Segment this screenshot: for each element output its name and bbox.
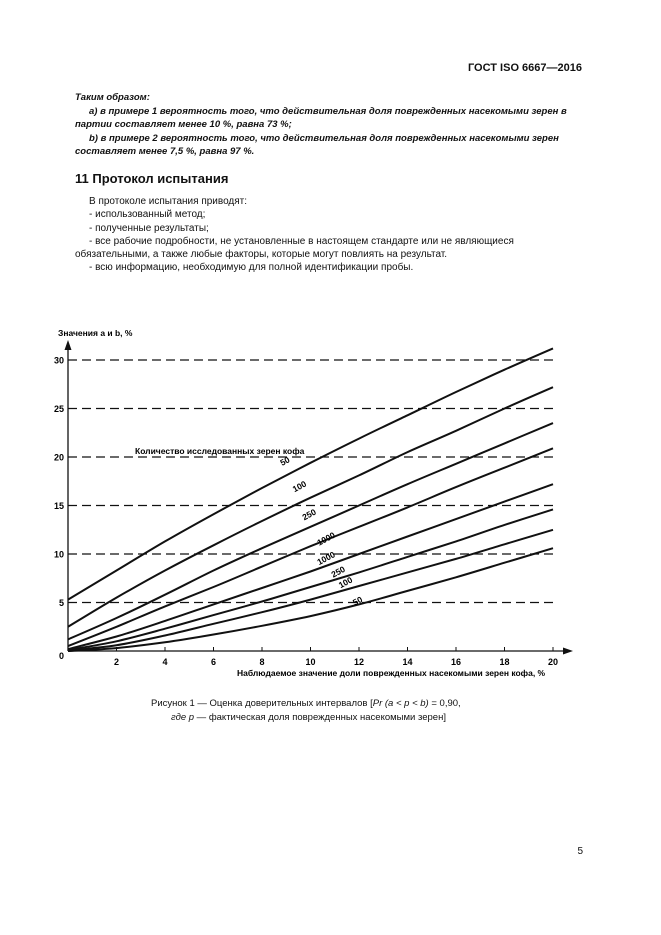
- caption-line-1: [151, 697, 461, 710]
- x-tick-label: 20: [547, 657, 559, 667]
- x-tick-label: 16: [450, 657, 462, 667]
- protocol-item: - всю информацию, необходимую для полной идентификации пробы.: [89, 262, 414, 274]
- y-tick-label: 30: [53, 355, 64, 366]
- y-tick-label: 10: [53, 549, 64, 560]
- page-number: 5: [577, 846, 583, 857]
- curve-label: 100: [336, 574, 355, 591]
- caption-formula: Pr (a < p < b): [372, 698, 429, 709]
- curve-label: 50: [278, 454, 292, 468]
- conclusion-item-a: a) в примере 1 вероятность того, что действительная доля поврежденных насекомыми зерен в партии составляет менее 10 %, равна 73 %;: [75, 105, 567, 130]
- curve-label: 250: [329, 563, 347, 580]
- protocol-item: - использованный метод;: [89, 209, 206, 221]
- chart-annotation: Количество исследованных зерен кофа: [135, 446, 305, 456]
- caption-line-2: [171, 711, 446, 724]
- protocol-item: - полученные результаты;: [89, 222, 209, 234]
- chart-curves: [68, 348, 553, 651]
- caption-rest: — фактическая доля поврежденных насекомыми зерен]: [194, 712, 446, 723]
- curve-label: 250: [300, 506, 318, 523]
- x-tick-label: 18: [499, 657, 510, 667]
- x-axis-arrow: [563, 648, 573, 655]
- document-code: ГОСТ ISO 6667—2016: [467, 62, 582, 74]
- y-tick-label: 20: [53, 452, 64, 463]
- conclusion-intro: Таким образом:: [75, 92, 150, 103]
- curve-100: [68, 530, 553, 651]
- y-tick-label: 25: [53, 404, 64, 414]
- conclusion-item-b: b) в примере 2 вероятность того, что действительная доля поврежденных насекомыми зерен составляет менее 7,5 %, равна 97 %.: [75, 132, 559, 157]
- chart-grid: [68, 360, 553, 603]
- section-title: 11 Протокол испытания: [75, 171, 229, 186]
- protocol-item: - все рабочие подробности, не установленные в настоящем стандарте или не являющиеся обязательными, а также любые факторы, которые могут повлиять на результат.: [75, 235, 514, 261]
- x-tick-label: 14: [402, 657, 413, 667]
- x-tick-label: 2: [113, 657, 120, 667]
- y-axis-label: Значения a и b, %: [58, 328, 133, 338]
- curve-label: 50: [351, 594, 365, 608]
- x-tick-label: 8: [259, 657, 265, 667]
- x-axis-label: Наблюдаемое значение доли поврежденных насекомыми зерен кофа, %: [237, 668, 546, 678]
- curve-label: 1000: [315, 529, 337, 548]
- curve-label: 100: [290, 478, 309, 495]
- protocol-intro: В протоколе испытания приводят:: [89, 196, 248, 207]
- caption-suffix: = 0,90,: [428, 698, 461, 709]
- y-tick-label: 5: [58, 598, 64, 608]
- x-tick-label: 10: [305, 657, 316, 667]
- curve-50: [68, 348, 553, 599]
- x-tick-label: 12: [353, 657, 365, 667]
- origin-label: 0: [58, 651, 64, 661]
- caption-variable: где p: [171, 712, 195, 723]
- y-tick-label: 15: [53, 501, 64, 511]
- caption-prefix: Рисунок 1 — Оценка доверительных интервалов [: [151, 698, 373, 709]
- y-axis-arrow: [65, 340, 72, 350]
- x-tick-label: 6: [210, 657, 217, 667]
- curve-label: 1000: [315, 549, 337, 568]
- x-tick-label: 4: [162, 657, 168, 667]
